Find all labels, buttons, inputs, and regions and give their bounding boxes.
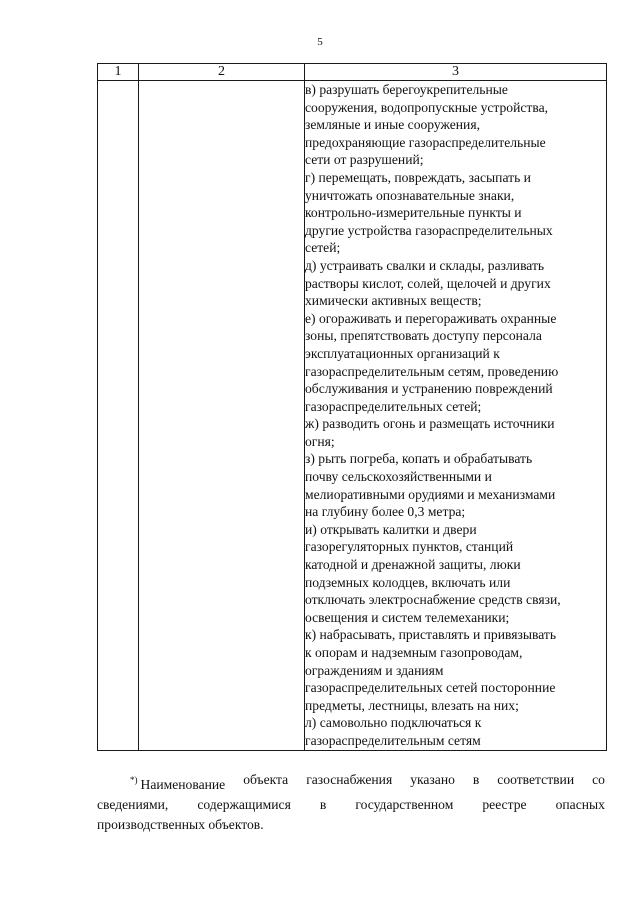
cell-text-line: мелиоративными орудиями и механизмами [305,486,556,502]
cell-text-line: д) устраивать свалки и склады, разливать [305,257,545,273]
footnote-line-3: производственных объектов. [97,817,264,832]
cell-text-line: обслуживания и устранению повреждений [305,381,553,397]
cell-text-line: другие устройства газораспределительных [305,222,553,238]
cell-text-line: уничтожать опознавательные знаки, [305,187,515,203]
document-table [97,63,607,751]
cell-text-line: контрольно-измерительные пункты и [305,205,522,221]
footnote-word: в [319,797,327,812]
cell-text-line: л) самовольно подключаться к [305,715,482,731]
cell-text-line: зоны, препятствовать доступу персонала [305,328,542,344]
cell-text-line: ж) разводить огонь и размещать источники [305,416,555,432]
cell-text-line: газораспределительным сетям [305,732,481,748]
cell-text-line: газораспределительным сетям, проведению [305,363,559,379]
table-cell-col2 [139,81,305,751]
table-header-row [98,64,607,81]
cell-text-line: на глубину более 0,3 метра; [305,504,466,520]
footnote-marker: *) [130,775,138,785]
cell-text-line: е) огораживать и перегораживать охранные [305,310,557,326]
cell-text-line: подземных колодцев, включать или [305,574,511,590]
cell-text-line: земляные и иные сооружения, [305,117,480,133]
table-cell-col1 [98,81,139,751]
cell-text-line: сооружения, водопропускные устройства, [305,99,549,115]
cell-text-line: сети от разрушений; [305,152,424,168]
cell-text-line: предохраняющие газораспределительные [305,134,546,150]
cell-text-line: з) рыть погреба, копать и обрабатывать [305,451,533,467]
footnote-word: сведениями, [97,797,169,812]
cell-text-line: и) открывать калитки и двери [305,521,477,537]
cell-text-line: отключать электроснабжение средств связи, [305,592,561,608]
footnote-word: газоснабжения [306,772,393,787]
footnote-word: в [472,772,480,787]
footnote-word: Наименование [140,777,226,792]
footnote-first-word [130,770,225,795]
footnote-word: реестре [482,797,527,812]
cell-text-line: к) набрасывать, приставлять и привязывать [305,627,557,643]
cell-text-line: газорегуляторных пунктов, станций [305,539,514,555]
footnote-word: объекта [243,772,289,787]
footnote-word: государственном [355,797,454,812]
column-header-2: 2 [139,64,305,81]
cell-text-line: газораспределительных сетей посторонние [305,680,556,696]
footnote-line-1 [97,770,605,795]
cell-text-line: к опорам и надземным газопроводам, [305,645,523,660]
cell-text-line: эксплуатационных организаций к [305,345,500,361]
footnote-word: указано [410,772,455,787]
footnote-word: опасных [555,797,605,812]
cell-text-line: огня; [305,433,335,449]
cell-text-line: освещения и систем телемеханики; [305,609,510,625]
page-number: 5 [317,36,323,48]
footnote-word: содержащимися [197,797,291,812]
cell-text-line: растворы кислот, солей, щелочей и других [305,275,551,291]
cell-text-line: ограждениям и зданиям [305,662,444,678]
cell-text-line: в) разрушать берегоукрепительные [305,82,508,97]
cell-text-line: предметы, лестницы, влезать на них; [305,697,519,713]
footnote-line-2 [97,795,605,815]
cell-text-line: почву сельскохозяйственными и [305,469,492,485]
cell-text-line: катодной и дренажной защиты, люки [305,557,521,573]
column-header-3: 3 [305,64,607,81]
cell-text-line: химически активных веществ; [305,293,482,309]
cell-text-line: газораспределительных сетей; [305,398,482,414]
table-cell-col3 [305,81,607,751]
column-header-1: 1 [98,64,139,81]
footnote-word: соответствии [497,772,575,787]
table-row [98,81,607,751]
cell-text-line: сетей; [305,240,341,256]
cell-text-line: г) перемещать, повреждать, засыпать и [305,169,531,185]
footnote [97,770,605,835]
footnote-word: со [592,772,605,787]
